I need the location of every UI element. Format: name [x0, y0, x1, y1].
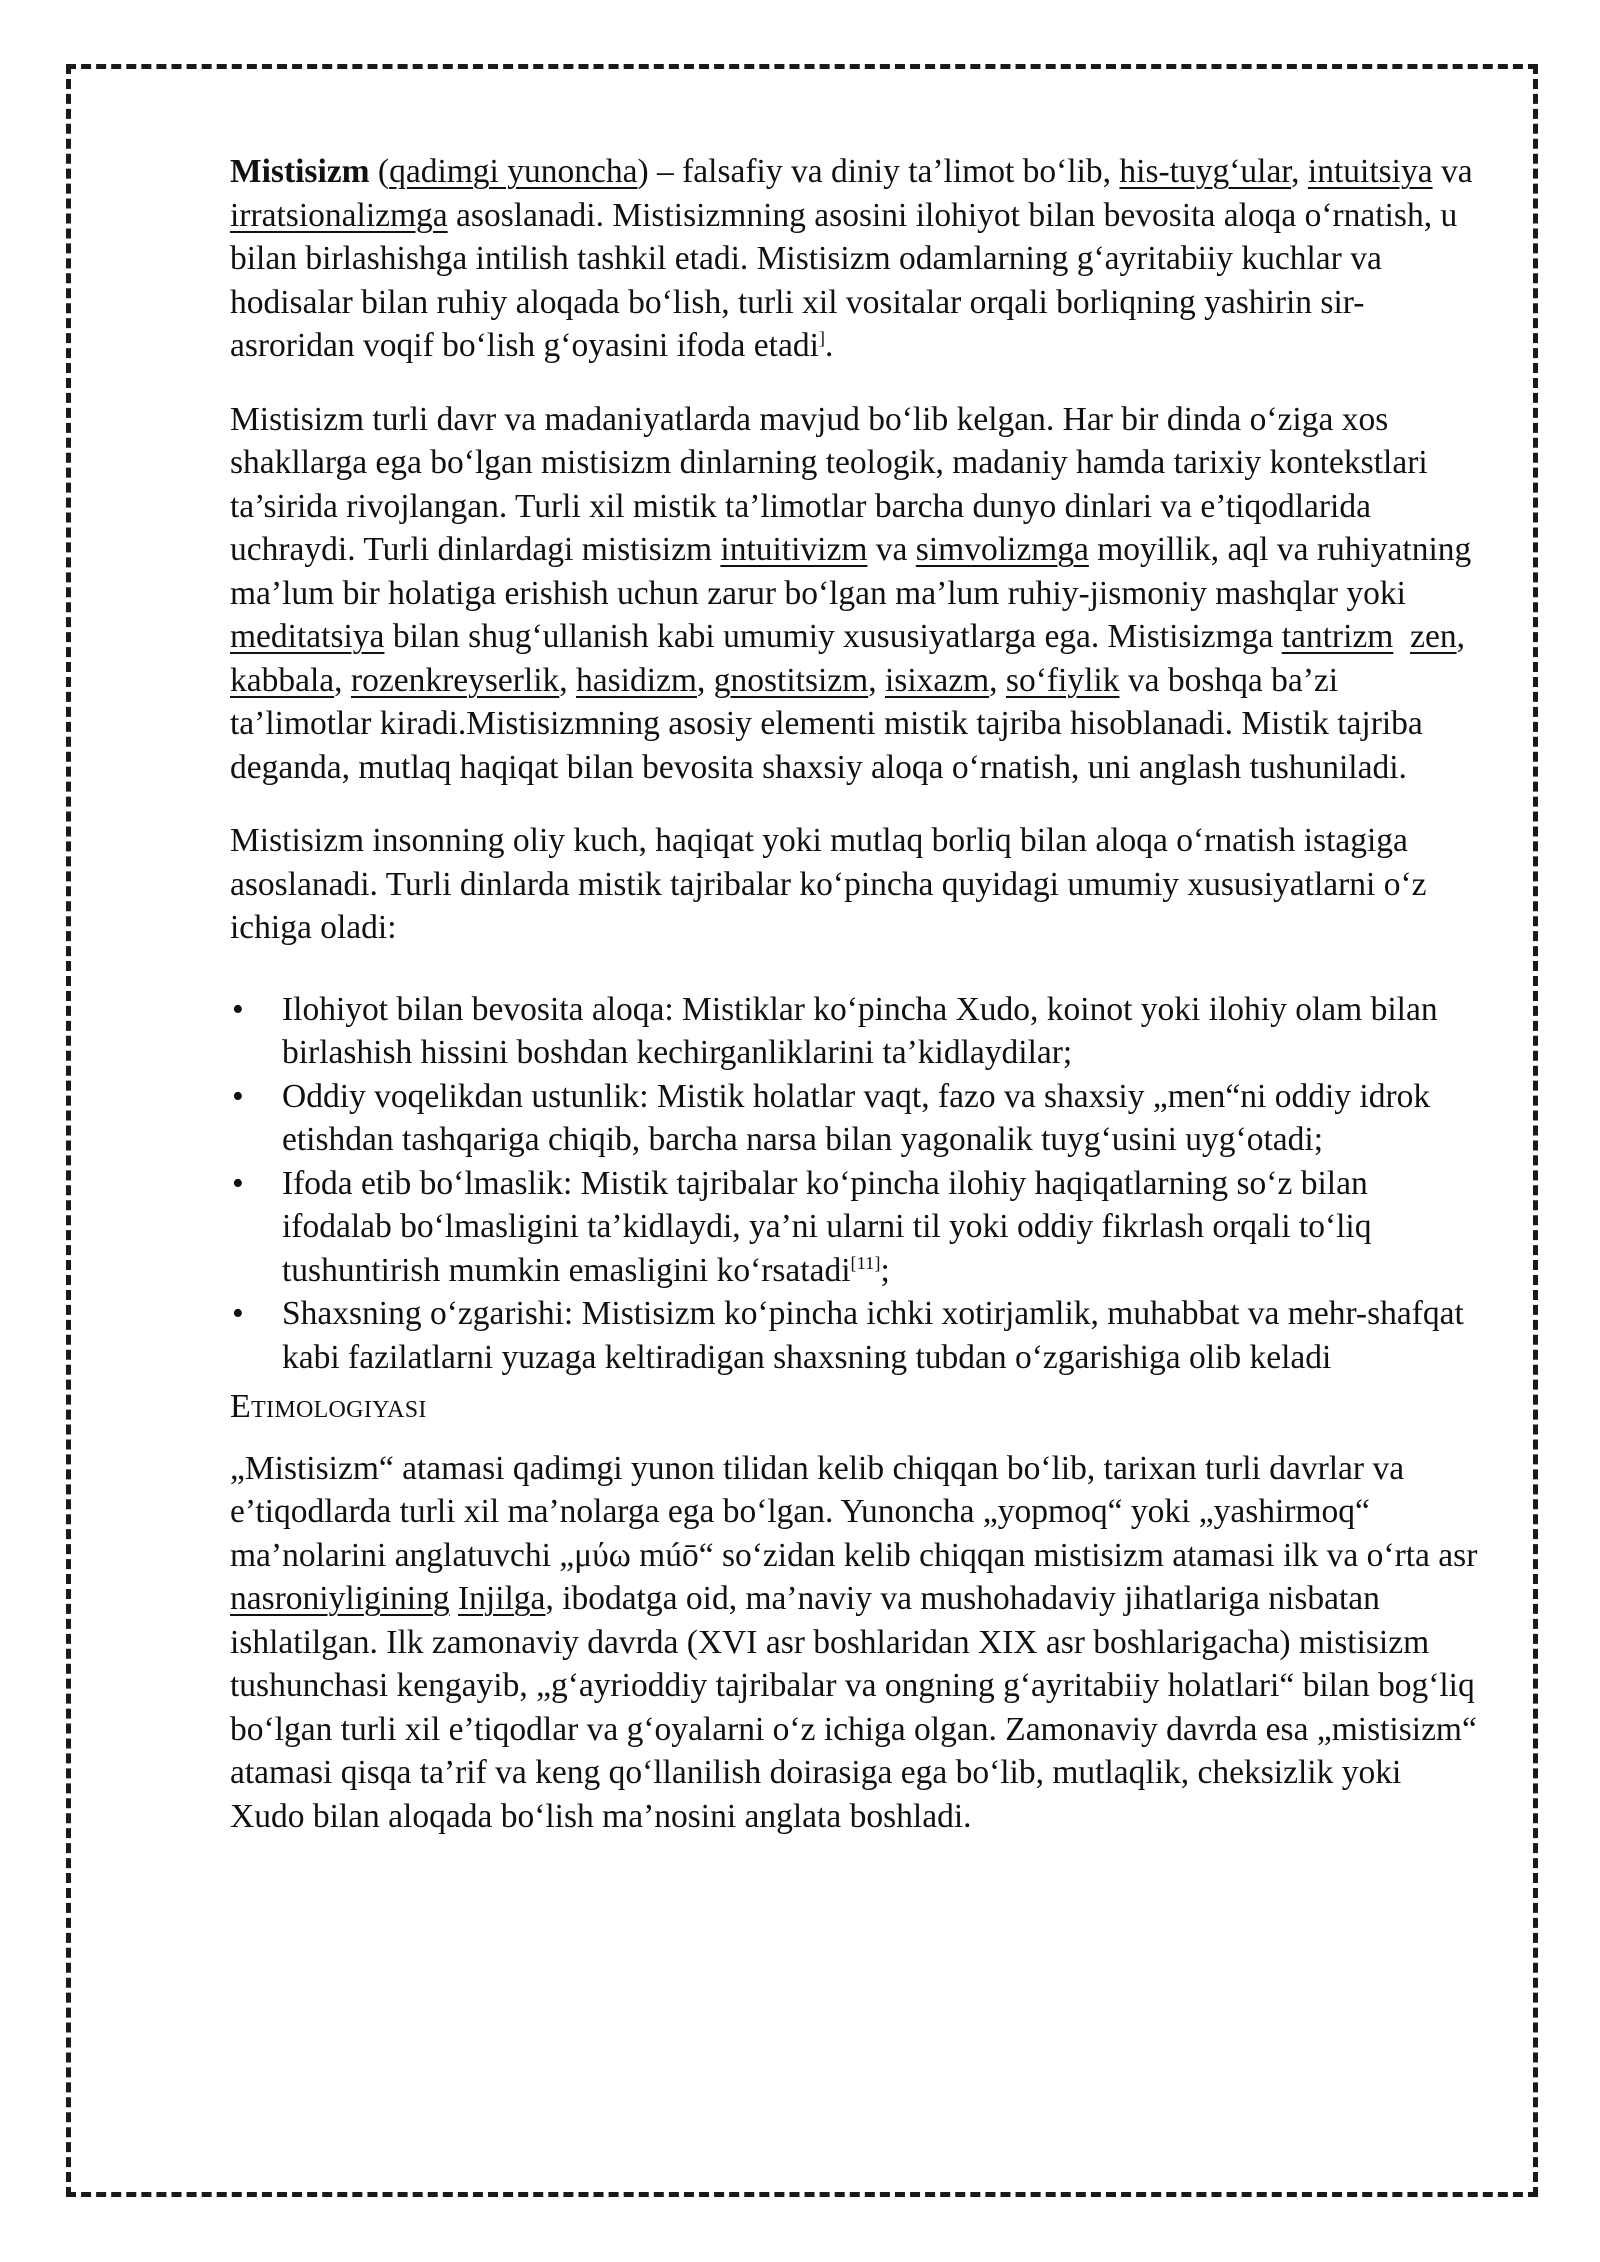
link-rozenkreyserlik[interactable]: rozenkreyserlik [350, 661, 560, 699]
link-meditatsiya[interactable]: meditatsiya [230, 618, 385, 655]
link-qadimgi-yunoncha[interactable]: qadimgi yunoncha [389, 153, 638, 190]
features-list [230, 988, 1480, 1380]
footnote-marker: ] [818, 327, 826, 348]
link-nasroniylik[interactable]: nasroniyligining [230, 1580, 450, 1617]
link-tantrizm[interactable]: tantrizm [1281, 618, 1394, 655]
link-gnostitsizm[interactable]: gnostitsizm [713, 661, 869, 699]
list-item: • Ifoda etib bo‘lmaslik: Mistik tajribalar ko‘pincha ilohiy haqiqatlarning so‘z bilan ifodalab bo‘lmasligini ta’kidlaydi, ya’ni ularni til yoki oddiy fikrlash orqali to‘liq tushuntirish mumkin emasligini ko‘rsatadi[11]; [230, 1162, 1480, 1293]
link-hasidizm[interactable]: hasidizm [576, 661, 697, 699]
link-his-tuygular[interactable]: his-tuyg‘ular [1119, 153, 1292, 190]
list-item: • Shaxsning o‘zgarishi: Mistisizm ko‘pincha ichki xotirjamlik, muhabbat va mehr-shafqat kabi fazilatlarni yuzaga keltiradigan shaxsning tubdan o‘zgarishiga olib keladi [230, 1292, 1480, 1379]
bullet-icon: • [232, 1295, 244, 1332]
link-kabbala[interactable]: kabbala [230, 661, 335, 699]
link-irratsionalizm[interactable]: irratsionalizmga [230, 196, 448, 234]
bullet-icon: • [232, 990, 244, 1028]
paragraph-cultures: Mistisizm turli davr va madaniyatlarda mavjud bo‘lib kelgan. Har bir dinda o‘ziga xos shakllarga ega bo‘lgan mistisizm dinlarning teologik, madaniy hamda tarixiy kontekstlari ta’sirida rivojlangan. Turli xil mistik ta’limotlar barcha dunyo dinlari va e’tiqodlarida uchraydi. Turli dinlardagi mistisizm intuitivizm va simvolizmga moyillik, aql va ruhiyatning ma’lum bir holatiga erishish uchun zarur bo‘lgan ma’lum ruhiy-jismoniy mashqlar yoki meditatsiya bilan shug‘ullanish kabi umumiy xususiyatlarga ega. Mistisizmga tantrizm zen, kabbala, rozenkreyserlik, hasidizm, gnostitsizm, isixazm, so‘fiylik va boshqa ba’zi ta’limotlar kiradi.Mistisizmning asosiy elementi mistik tajriba hisoblanadi. Mistik tajriba deganda, mutlaq haqiqat bilan bevosita shaxsiy aloqa o‘rnatish, uni anglash tushuniladi. [230, 400, 1472, 786]
section-heading-etymology: Etimologiyasi [230, 1388, 427, 1425]
intro-paragraph: Mistisizm (qadimgi yunoncha) – falsafiy va diniy ta’limot bo‘lib, his-tuyg‘ular, intuitsiya va irratsionalizmga asoslanadi. Mistisizmning asosini ilohiyot bilan bevosita aloqa o‘rnatish, u bilan birlashishga intilish tashkil etadi. Mistisizm odamlarning g‘ayritabiiy kuchlar va hodisalar bilan ruhiy aloqada bo‘lish, turli xil vositalar orqali borliqning yashirin sir-asroridan voqif bo‘lish g‘oyasini ifoda etadi]. [230, 153, 1473, 364]
citation-marker: [11] [850, 1252, 881, 1273]
bullet-icon: • [232, 1164, 244, 1202]
link-zen[interactable]: zen [1410, 618, 1457, 655]
link-sofiylik[interactable]: so‘fiylik [1005, 661, 1120, 699]
article-body [230, 150, 1480, 1838]
list-item: • Ilohiyot bilan bevosita aloqa: Mistiklar ko‘pincha Xudo, koinot yoki ilohiy olam bilan birlashish hissini boshdan kechirganliklarini ta’kidlaydilar; [230, 988, 1480, 1075]
link-intuitivizm[interactable]: intuitivizm [720, 531, 868, 568]
link-simvolizm[interactable]: simvolizmga [915, 531, 1089, 568]
paragraph-features-intro: Mistisizm insonning oliy kuch, haqiqat yoki mutlaq borliq bilan aloqa o‘rnatish istagiga asoslanadi. Turli dinlarda mistik tajribalar ko‘pincha quyidagi umumiy xususiyatlarni o‘z ichiga oladi: [230, 822, 1427, 946]
term-heading: Mistisizm [230, 153, 370, 190]
link-isixazm[interactable]: isixazm [884, 661, 990, 699]
list-item: • Oddiy voqelikdan ustunlik: Mistik holatlar vaqt, fazo va shaxsiy „men“ni oddiy idrok etishdan tashqariga chiqib, barcha narsa bilan yagonalik tuyg‘usini uyg‘otadi; [230, 1075, 1480, 1162]
link-injil[interactable]: Injilga [457, 1580, 546, 1617]
link-intuitsiya[interactable]: intuitsiya [1307, 153, 1433, 190]
bullet-icon: • [232, 1077, 244, 1115]
paragraph-etymology: „Mistisizm“ atamasi qadimgi yunon tilidan kelib chiqqan bo‘lib, tarixan turli davrlar va e’tiqodlarda turli xil ma’nolarga ega bo‘lgan. Yunoncha „yopmoq“ yoki „yashirmoq“ ma’nolarini anglatuvchi „μύω múō“ so‘zidan kelib chiqqan mistisizm atamasi ilk va o‘rta asr nasroniyligining Injilga, ibodatga oid, ma’naviy va mushohadaviy jihatlariga nisbatan ishlatilgan. Ilk zamonaviy davrda (XVI asr boshlaridan XIX asr boshlarigacha) mistisizm tushunchasi kengayib, „g‘ayrioddiy tajribalar va ongning g‘ayritabiiy holatlari“ bilan bog‘liq bo‘lgan turli xil e’tiqodlar va g‘oyalarni o‘z ichiga olgan. Zamonaviy davrda esa „mistisizm“ atamasi qisqa ta’rif va keng qo‘llanilish doirasiga ega bo‘lib, mutlaqlik, cheksizlik yoki Xudo bilan aloqada bo‘lish ma’nosini anglata boshladi. [230, 1449, 1478, 1835]
